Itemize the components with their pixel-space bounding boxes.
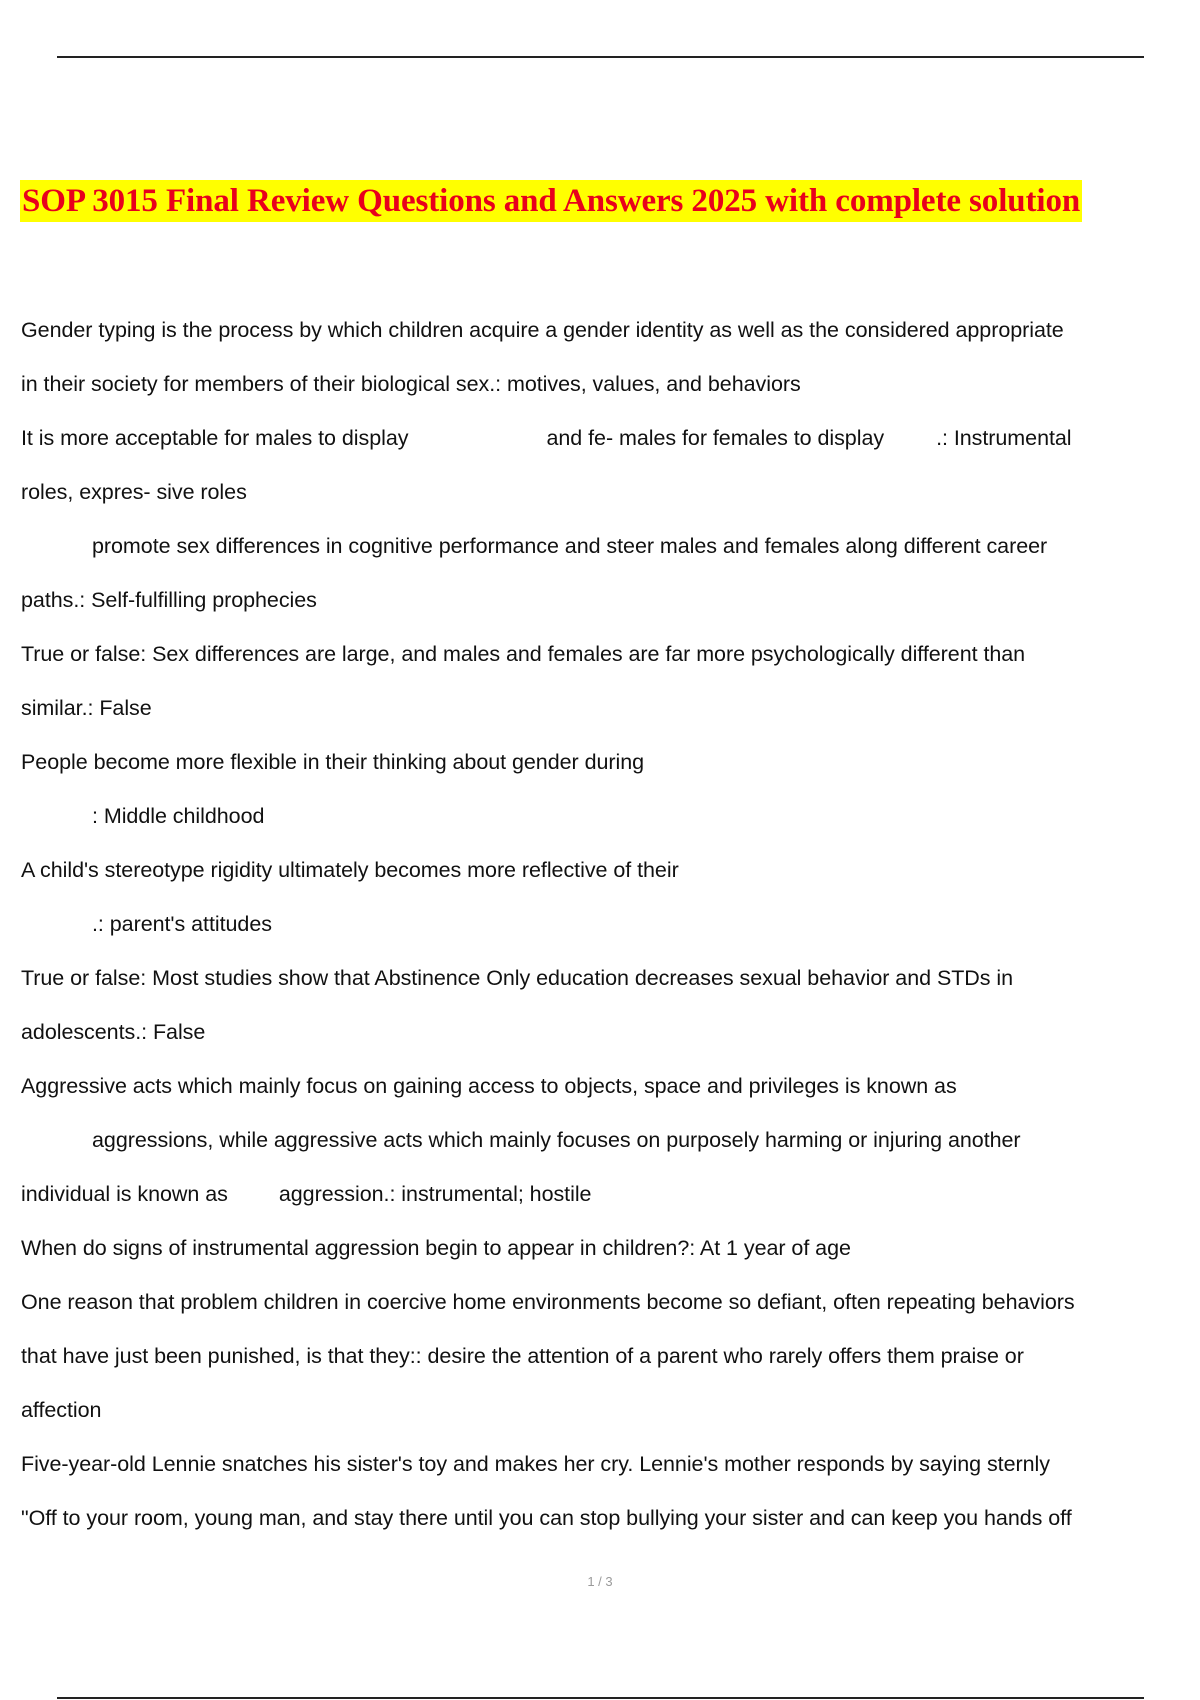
body-line: adolescents.: False bbox=[21, 1020, 206, 1044]
body-line: promote sex differences in cognitive performance and steer males and females along different career bbox=[92, 534, 1048, 558]
body-line: individual is known as aggression.: instrumental; hostile bbox=[21, 1182, 592, 1206]
body-line: similar.: False bbox=[21, 696, 152, 720]
page-number: 1 / 3 bbox=[587, 1574, 613, 1589]
body-line: When do signs of instrumental aggression begin to appear in children?: At 1 year of age bbox=[21, 1236, 851, 1260]
body-line: that have just been punished, is that they:: desire the attention of a parent who rarely offers them praise or bbox=[21, 1344, 1024, 1368]
body-line: "Off to your room, young man, and stay there until you can stop bullying your sister and can keep you hands off bbox=[21, 1506, 1072, 1530]
top-divider bbox=[57, 56, 1144, 58]
body-line: People become more flexible in their thinking about gender during bbox=[21, 750, 645, 774]
body-line: Gender typing is the process by which children acquire a gender identity as well as the considered appropriate bbox=[21, 318, 1064, 342]
body-line: True or false: Most studies show that Abstinence Only education decreases sexual behavior and STDs in bbox=[21, 966, 1014, 990]
body-line: affection bbox=[21, 1398, 102, 1422]
title-block bbox=[20, 180, 1180, 222]
body-line: One reason that problem children in coercive home environments become so defiant, often repeating behaviors bbox=[21, 1290, 1075, 1314]
body-line: A child's stereotype rigidity ultimately becomes more reflective of their bbox=[21, 858, 679, 882]
body-line: .: parent's attitudes bbox=[92, 912, 272, 936]
body-line: Five-year-old Lennie snatches his sister's toy and makes her cry. Lennie's mother responds by saying sternly bbox=[21, 1452, 1050, 1476]
body-line: : Middle childhood bbox=[92, 804, 265, 828]
body-line: in their society for members of their biological sex.: motives, values, and behaviors bbox=[21, 372, 801, 396]
body-line: Aggressive acts which mainly focus on gaining access to objects, space and privileges is known as bbox=[21, 1074, 957, 1098]
body-line: It is more acceptable for males to display and fe- males for females to display .: Instrumental bbox=[21, 426, 1072, 450]
body-line: aggressions, while aggressive acts which mainly focuses on purposely harming or injuring another bbox=[92, 1128, 1021, 1152]
bottom-divider bbox=[57, 1697, 1144, 1699]
document-title: SOP 3015 Final Review Questions and Answers 2025 with complete solution bbox=[20, 180, 1082, 222]
body-line: roles, expres- sive roles bbox=[21, 480, 247, 504]
body-line: paths.: Self-fulfilling prophecies bbox=[21, 588, 317, 612]
body-line: True or false: Sex differences are large, and males and females are far more psychologically different than bbox=[21, 642, 1026, 666]
